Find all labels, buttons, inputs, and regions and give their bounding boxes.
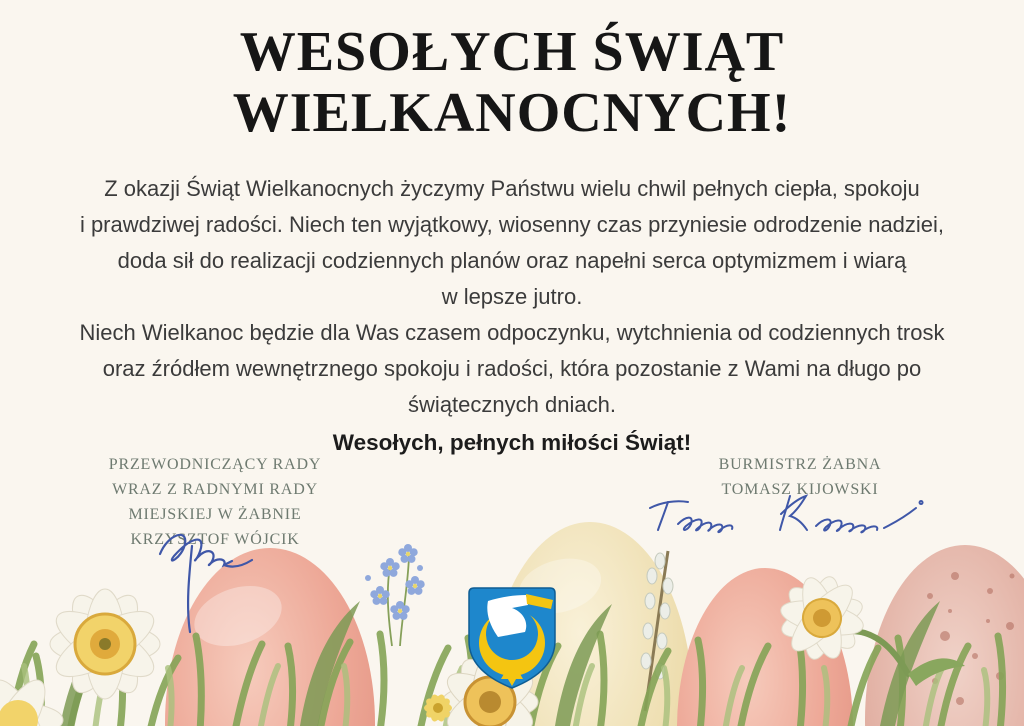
- text-line: świątecznych dniach.: [408, 392, 616, 417]
- greeting-body: [30, 171, 994, 423]
- text-line: TOMASZ KIJOWSKI: [721, 481, 879, 498]
- text-line: Z okazji Świąt Wielkanocnych życzymy Państwu wielu chwil pełnych ciepła, spokoju: [104, 176, 920, 201]
- text-line: KRZYSZTOF WÓJCIK: [130, 531, 300, 548]
- text-line: oraz źródłem wewnętrznego spokoju i radości, która pozostanie z Wami na długo po: [102, 356, 922, 381]
- title-line-2: WIELKANOCNYCH!: [232, 82, 792, 144]
- coat-of-arms-zabno: [466, 585, 558, 691]
- text-line: i prawdziwej radości. Niech ten wyjątkowy, wiosenny czas przyniesie odrodzenie nadziei,: [79, 212, 945, 237]
- daffodil-flower-left: [47, 586, 162, 701]
- text-line: WRAZ Z RADNYMI RADY: [112, 481, 318, 498]
- daffodil-flower-corner: [0, 673, 63, 726]
- greeting-message: [30, 171, 994, 461]
- greeting-closing: Wesołych, pełnych miłości Świąt!: [332, 430, 692, 455]
- handwritten-signature-mayor: [644, 488, 939, 540]
- page-title: [0, 22, 1024, 144]
- text-line: doda sił do realizacji codziennych planów oraz napełni serca optymizmem i wiarą: [117, 248, 907, 273]
- forget-me-not-flowers: [365, 544, 425, 646]
- text-line: Niech Wielkanoc będzie dla Was czasem odpoczynku, wytchnienia od codziennych trosk: [79, 320, 945, 345]
- text-line: PRZEWODNICZĄCY RADY: [108, 456, 322, 473]
- handwritten-signature-chairman: [148, 524, 278, 639]
- text-line: BURMISTRZ ŻABNA: [718, 456, 882, 473]
- text-line: w lepsze jutro.: [441, 284, 583, 309]
- title-line-1: WESOŁYCH ŚWIĄT: [239, 21, 785, 83]
- text-line: MIEJSKIEJ W ŻABNIE: [128, 506, 302, 523]
